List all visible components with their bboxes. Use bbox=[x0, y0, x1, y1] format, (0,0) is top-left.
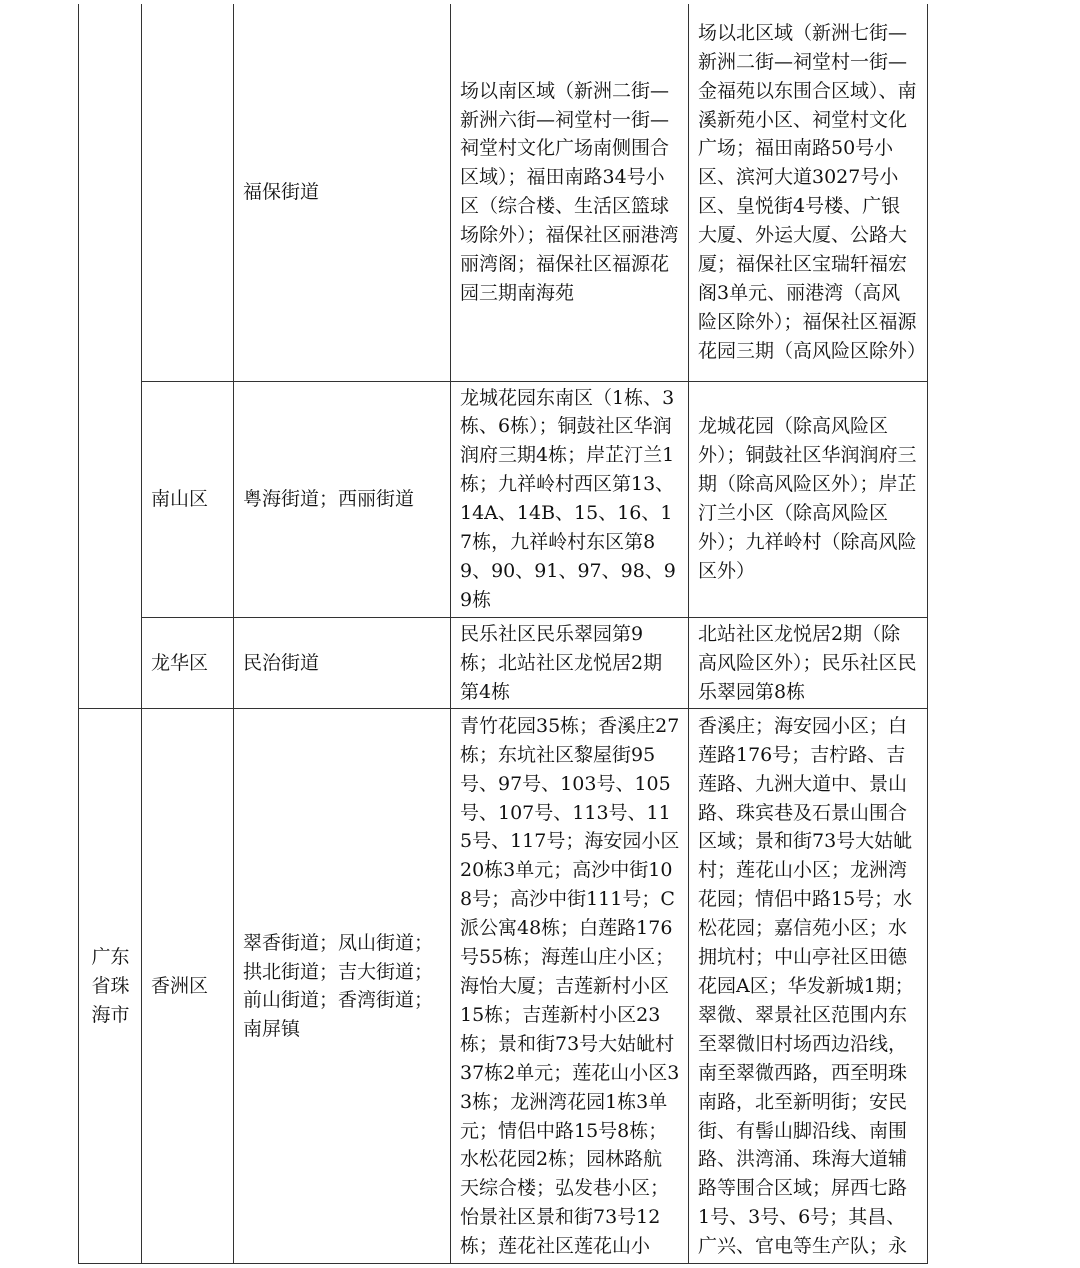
city-cell bbox=[79, 4, 142, 709]
medium-risk-cell: 青竹花园35栋；香溪庄27栋；东坑社区黎屋街95号、97号、103号、105号、107号、113号、115号、117号；海安园小区20栋3单元；高沙中街108号；高沙中街111号；C派公寓48栋；白莲路176号55栋；海莲山庄小区；海怡大厦；吉莲新村小区15栋；吉莲新村小区23栋；景和街73号大姑皉村37栋2单元；莲花山小区33栋；龙洲湾花园1栋3单元；情侣中路15号8栋；水松花园2栋；园林路航天综合楼；弘发巷小区；怡景社区景和街73号12栋；莲花社区莲花山小 bbox=[451, 709, 689, 1264]
table-row bbox=[79, 4, 928, 381]
district-cell: 龙华区 bbox=[142, 617, 234, 709]
low-risk-cell: 场以北区域（新洲七街—新洲二街—祠堂村一街—金福苑以东围合区域）、南溪新苑小区、祠堂村文化广场；福田南路50号小区、滨河大道3027号小区、皇悦街4号楼、广银大厦、外运大厦、公路大厦；福保社区宝瑞轩福宏阁3单元、丽港湾（高风险区除外）；福保社区福源花园三期（高风险区除外） bbox=[689, 4, 928, 381]
low-risk-cell: 龙城花园（除高风险区外）；铜鼓社区华润润府三期（除高风险区外）；岸芷汀兰小区（除高风险区外）；九祥岭村（除高风险区外） bbox=[689, 381, 928, 617]
low-risk-cell: 香溪庄；海安园小区；白莲路176号；吉柠路、吉莲路、九洲大道中、景山路、珠宾巷及石景山围合区域；景和街73号大姑皉村；莲花山小区；龙洲湾花园；情侣中路15号；水松花园；嘉信苑小区；水拥坑村；中山亭社区田德花园A区；华发新城1期；翠微、翠景社区范围内东至翠微旧村场西边沿线，南至翠微西路，西至明珠南路，北至新明街；安民街、有髻山脚沿线、南围路、洪湾涌、珠海大道辅路等围合区域；屏西七路1号、3号、6号；其昌、广兴、官电等生产队；永 bbox=[689, 709, 928, 1264]
district-cell bbox=[142, 4, 234, 381]
streets-cell: 翠香街道；凤山街道；拱北街道；吉大街道；前山街道；香湾街道；南屏镇 bbox=[234, 709, 451, 1264]
table-row bbox=[79, 709, 928, 1264]
table-row bbox=[79, 617, 928, 709]
city-cell: 广东省珠海市 bbox=[79, 709, 142, 1264]
district-cell: 香洲区 bbox=[142, 709, 234, 1264]
streets-cell: 民治街道 bbox=[234, 617, 451, 709]
medium-risk-cell: 场以南区域（新洲二街—新洲六街—祠堂村一街—祠堂村文化广场南侧围合区域）；福田南路34号小区（综合楼、生活区篮球场除外）；福保社区丽港湾丽湾阁；福保社区福源花园三期南海苑 bbox=[451, 4, 689, 381]
district-cell: 南山区 bbox=[142, 381, 234, 617]
medium-risk-cell: 龙城花园东南区（1栋、3栋、6栋）；铜鼓社区华润润府三期4栋；岸芷汀兰1栋；九祥岭村西区第13、14A、14B、15、16、17栋，九祥岭村东区第89、90、91、97、98、99栋 bbox=[451, 381, 689, 617]
streets-cell: 福保街道 bbox=[234, 4, 451, 381]
risk-area-table bbox=[78, 4, 928, 1264]
streets-cell: 粤海街道；西丽街道 bbox=[234, 381, 451, 617]
table-row bbox=[79, 381, 928, 617]
low-risk-cell: 北站社区龙悦居2期（除高风险区外）；民乐社区民乐翠园第8栋 bbox=[689, 617, 928, 709]
medium-risk-cell: 民乐社区民乐翠园第9栋；北站社区龙悦居2期第4栋 bbox=[451, 617, 689, 709]
